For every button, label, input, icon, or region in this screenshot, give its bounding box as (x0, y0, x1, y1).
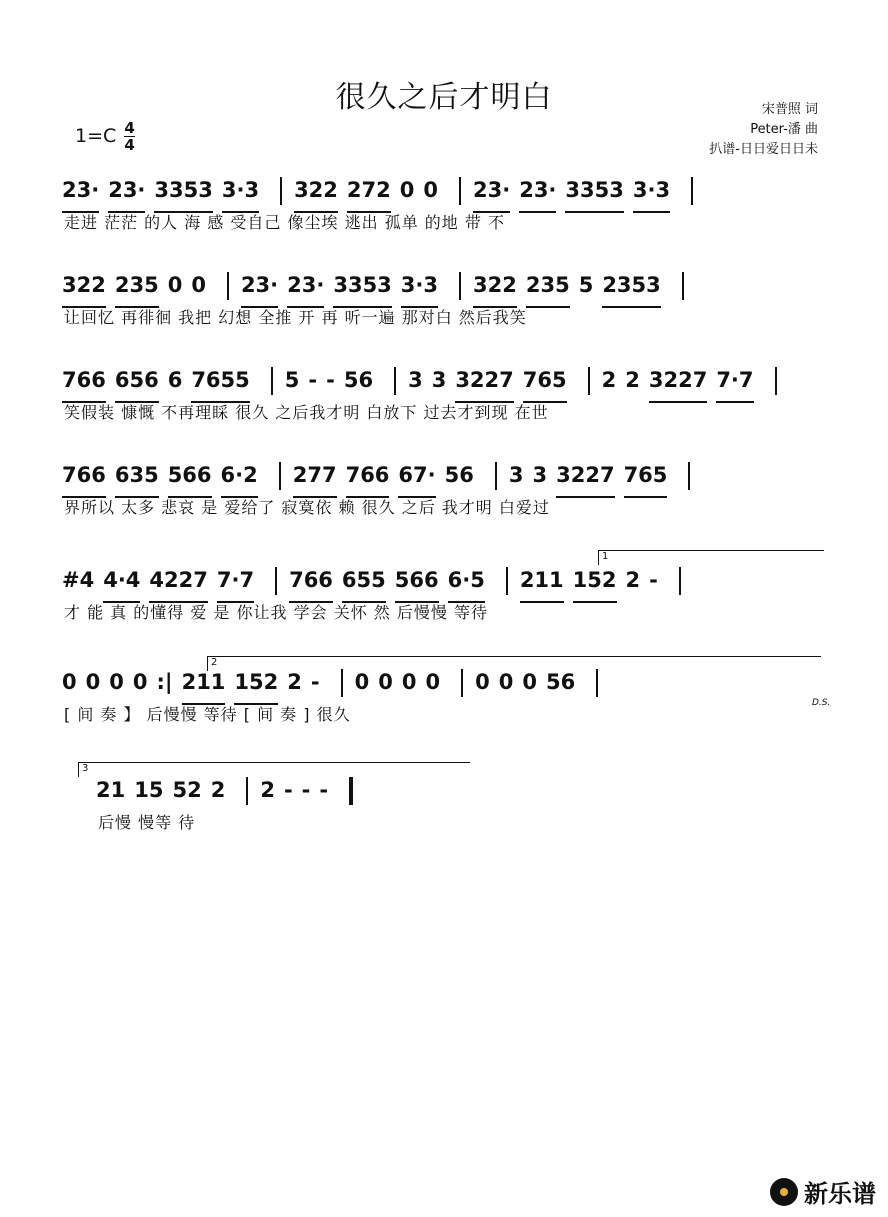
bar-line (495, 462, 497, 490)
volta-first: 1 (598, 550, 824, 565)
note-group: 52 (172, 778, 202, 802)
note-group: - (301, 778, 311, 802)
key-signature (75, 120, 135, 153)
note-group: 23· (519, 170, 556, 213)
note-group: 3 (408, 368, 423, 392)
note-group: 0 (425, 670, 441, 694)
note-group: 3·3 (633, 170, 670, 213)
note-group: 23· (473, 170, 510, 213)
note-group: 766 (289, 560, 333, 603)
note-group: 3 (431, 368, 447, 392)
ds-marking: D.S. (812, 698, 831, 708)
note-group: 0 (191, 273, 206, 297)
note-group: 765 (624, 455, 668, 498)
note-group: 235 (526, 265, 570, 308)
note-group: - (649, 568, 658, 592)
bar-line (341, 669, 343, 697)
bar-line (279, 462, 281, 490)
note-group: 211 (520, 560, 564, 603)
volta-second: 2 (207, 656, 821, 671)
note-group: 766 (62, 360, 106, 403)
credits (709, 100, 818, 160)
note-group: 23· (241, 265, 278, 308)
lyricist: 宋普照 词 (761, 102, 818, 117)
bar-line (596, 669, 598, 697)
bar-line (688, 462, 690, 490)
note-group: 6·5 (448, 560, 485, 603)
note-group: 5 (578, 273, 594, 297)
bar-line (246, 777, 248, 805)
lyrics-row: 后慢 慢等 待 (98, 813, 196, 832)
note-group: 2353 (602, 265, 660, 308)
bar-line (280, 177, 282, 205)
note-group: 322 (473, 265, 517, 308)
transcriber: 扒谱-日日爱日日未 (709, 142, 818, 157)
song-title: 很久之后才明白 (335, 80, 553, 115)
bar-line (588, 367, 590, 395)
note-group: - (310, 670, 320, 694)
note-group: 766 (62, 455, 106, 498)
bar-line (349, 777, 353, 805)
note-group: 3 (532, 463, 548, 487)
note-group: 3353 (154, 170, 212, 213)
note-group: 0 (423, 178, 438, 202)
bar-line (775, 367, 777, 395)
notes-row (62, 662, 610, 702)
time-signature (124, 120, 134, 153)
note-group: 4·4 (103, 560, 140, 603)
note-group: 566 (168, 455, 212, 498)
note-group: 0 (85, 670, 101, 694)
bar-line (227, 272, 229, 300)
note-group: 0 (378, 670, 393, 694)
note-group: 152 (573, 560, 617, 603)
note-group: - (283, 778, 293, 802)
note-group: 3227 (556, 455, 614, 498)
note-group: 6·2 (221, 455, 258, 498)
note-group: 3·3 (401, 265, 438, 308)
notes-row (62, 455, 702, 495)
notes-row (62, 170, 705, 210)
note-group: 0 (354, 670, 370, 694)
lyrics-row: 才 能 真 的懂得 爱 是 你让我 学会 关怀 然 后慢慢 等待 (64, 603, 488, 622)
notes-row (62, 560, 693, 600)
note-group: #4 (62, 568, 95, 592)
note-group: 0 (132, 670, 148, 694)
note-group: 566 (395, 560, 439, 603)
bar-line (506, 567, 508, 595)
bar-line (691, 177, 693, 205)
lyrics-row: 让回忆 再徘徊 我把 幻想 全推 开 再 听一遍 那对白 然后我笑 (64, 308, 527, 327)
note-group: 0 (522, 670, 537, 694)
note-group: 765 (523, 360, 567, 403)
bar-line (459, 272, 461, 300)
lyrics-row: [ 间 奏 】 后慢慢 等待 [ 间 奏 ] 很久 (64, 705, 351, 724)
note-group: 2 (210, 778, 226, 802)
note-group: 0 (109, 670, 124, 694)
bar-line (682, 272, 684, 300)
note-group: 272 (347, 170, 391, 213)
note-group: 322 (62, 265, 106, 308)
time-denominator: 4 (124, 136, 135, 154)
note-group: :| (156, 670, 173, 694)
note-group: 4227 (149, 560, 207, 603)
note-group: 5 (284, 368, 300, 392)
time-numerator: 4 (124, 119, 135, 137)
note-group: 152 (234, 662, 278, 705)
notes-row (62, 265, 696, 305)
logo-text: 新乐谱 (804, 1180, 876, 1208)
note-group: 2 (625, 568, 641, 592)
note-group: 0 (167, 273, 183, 297)
note-group: 3227 (455, 360, 513, 403)
site-logo (770, 1174, 876, 1209)
bar-line (459, 177, 461, 205)
note-group: 23· (62, 170, 99, 213)
lyrics-row: 走进 茫茫 的人 海 感 受自己 像尘埃 逃出 孤单 的地 带 不 (64, 213, 505, 232)
note-group: 2 (260, 778, 275, 802)
note-group: 0 (475, 670, 490, 694)
record-disc-icon (770, 1178, 798, 1206)
note-group: 3 (508, 463, 524, 487)
bar-line (679, 567, 681, 595)
note-group: 6 (167, 368, 183, 392)
note-group: 766 (346, 455, 390, 498)
key-label: 1=C (75, 125, 117, 147)
note-group: 0 (62, 670, 77, 694)
note-group: 235 (115, 265, 159, 308)
note-group: 56 (343, 368, 374, 392)
bar-line (394, 367, 396, 395)
note-group: 7·7 (716, 360, 753, 403)
note-group: 656 (115, 360, 159, 403)
note-group: 7·7 (217, 560, 254, 603)
bar-line (275, 567, 277, 595)
note-group: 23· (287, 265, 324, 308)
note-group: 3353 (565, 170, 623, 213)
note-group: 2 (287, 670, 302, 694)
note-group: 23· (108, 170, 145, 213)
note-group: 277 (293, 455, 337, 498)
note-group: 15 (134, 778, 164, 802)
note-group: 0 (498, 670, 514, 694)
note-group: 67· (398, 455, 435, 498)
note-group: 7655 (191, 360, 249, 403)
note-group: 655 (342, 560, 386, 603)
composer: Peter-潘 曲 (750, 122, 818, 137)
note-group: 3·3 (222, 170, 259, 213)
lyrics-row: 笑假装 慷慨 不再理睬 很久 之后我才明 白放下 过去才到现 在世 (64, 403, 549, 422)
note-group: - (308, 368, 318, 392)
note-group: 2 (625, 368, 640, 392)
note-group: 3227 (649, 360, 707, 403)
bar-line (271, 367, 273, 395)
note-group: 56 (444, 463, 474, 487)
note-group: 322 (294, 170, 338, 213)
note-group: 0 (399, 178, 415, 202)
note-group: 3353 (333, 265, 391, 308)
volta-third: 3 (78, 762, 470, 777)
bar-line (461, 669, 463, 697)
note-group: 211 (182, 662, 226, 705)
lyrics-row: 界所以 太多 悲哀 是 爱给了 寂寞依 赖 很久 之后 我才明 白爱过 (64, 498, 550, 517)
note-group: 0 (401, 670, 417, 694)
notes-row (96, 770, 365, 810)
notes-row (62, 360, 789, 400)
note-group: - (326, 368, 335, 392)
note-group: - (319, 778, 329, 802)
note-group: 56 (545, 670, 576, 694)
note-group: 2 (601, 368, 617, 392)
note-group: 21 (96, 778, 126, 802)
note-group: 635 (115, 455, 159, 498)
